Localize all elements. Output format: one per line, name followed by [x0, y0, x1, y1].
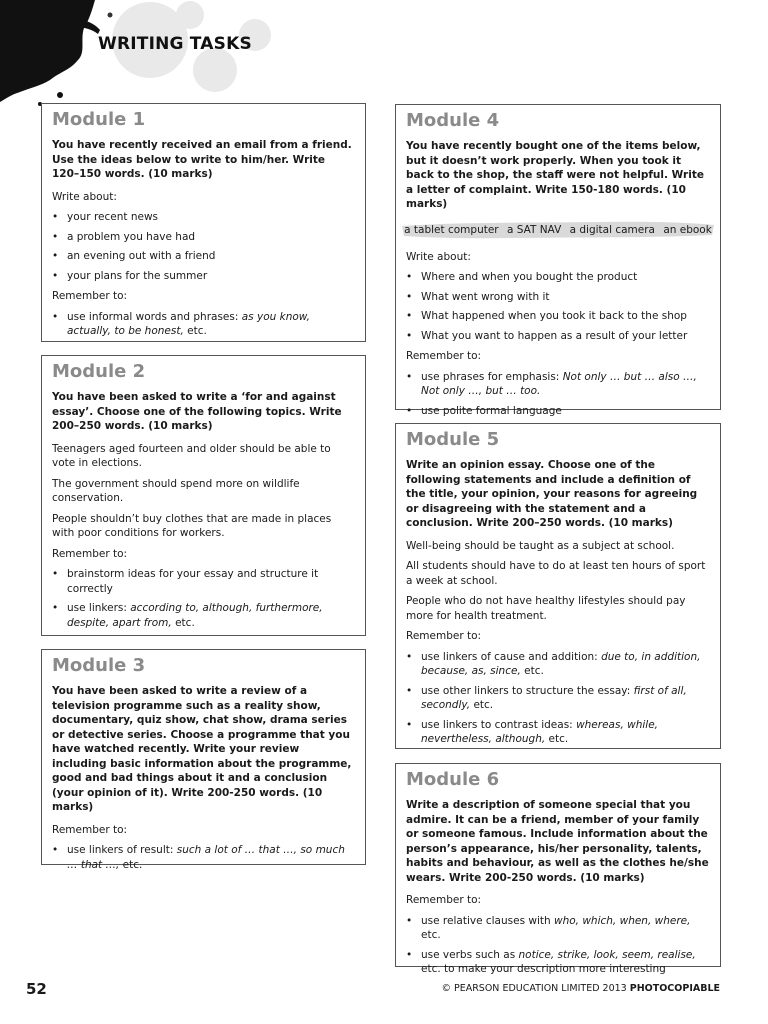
remember-label: Remember to: [52, 547, 128, 560]
remember-text: brainstorm ideas for your essay and structure it correctly [67, 568, 319, 595]
task-instructions: You have recently received an email from a friend. Use the ideas below to write to him/her. Write 120–150 words. (10 marks) [52, 139, 352, 180]
item-option: a tablet computer [404, 223, 499, 236]
remember-text: use informal words and phrases: [67, 310, 242, 323]
item-list [400, 224, 716, 236]
page-title: WRITING TASKS [98, 34, 252, 54]
remember-text: use linkers to contrast ideas: [421, 718, 577, 731]
module-title: Module 1 [52, 109, 146, 130]
write-about-item: • What you want to happen as a result of your letter [406, 329, 710, 344]
topic-statement: The government should spend more on wildlife conservation. [52, 477, 300, 504]
remember-text: use polite formal language [421, 404, 562, 417]
item-option: a digital camera [569, 223, 655, 236]
remember-item [406, 370, 710, 399]
remember-item [406, 684, 710, 713]
items-strip [400, 220, 716, 240]
remember-examples: as you know, actually, to be honest, [67, 310, 311, 337]
write-about-item: • a problem you have had [52, 230, 355, 245]
remember-examples: first of all, secondly, [421, 684, 687, 711]
remember-list [52, 843, 355, 872]
remember-suffix: etc. [545, 733, 569, 745]
module-1-card [41, 103, 366, 342]
task-instructions: You have recently bought one of the items below, but it doesn’t work properly. When you took it back to the shop, the staff were not helpful. Write a letter of complaint. Write 150-180 words. (10 marks) [406, 140, 704, 210]
task-instructions: Write a description of someone special that you admire. It can be a friend, member of your family or someone famous. Include information about the person’s appearance, his/her personality, talents, habits and behaviour, as well as the clothes he/she wears. Write 200-250 words. (10 marks) [406, 799, 709, 884]
item-option: a SAT NAV [506, 223, 562, 236]
remember-item [52, 310, 355, 339]
write-about-list [406, 270, 710, 343]
topic-statement: Well-being should be taught as a subject at school. [406, 539, 675, 552]
item-option: an ebook [663, 223, 712, 236]
remember-suffix: etc. [421, 929, 441, 941]
module-5-card [395, 423, 721, 749]
write-about-item: • an evening out with a friend [52, 249, 355, 264]
remember-item [406, 914, 710, 943]
write-about-item: • your plans for the summer [52, 269, 355, 284]
remember-examples: according to, although, furthermore, despite, apart from, [67, 602, 323, 629]
remember-examples: who, which, when, where, [554, 914, 691, 927]
remember-suffix: etc. [470, 699, 494, 711]
write-about-list [52, 210, 355, 283]
remember-examples: notice, strike, look, seem, realise, [518, 948, 696, 961]
remember-suffix: etc. [520, 665, 544, 677]
module-3-card [41, 649, 366, 871]
remember-list [406, 650, 710, 747]
module-title: Module 2 [52, 361, 146, 382]
remember-suffix: etc. [119, 858, 143, 871]
task-instructions: You have been asked to write a review of a television programme such as a reality show, documentary, quiz show, chat show, drama series or detective series. Choose a programme that you have watched recently. Write your review including basic information about the programme, good and bad things about it and a conclusion (your opinion of it). Write 200-250 words. (10 marks) [52, 685, 352, 813]
topic-statement: All students should have to do at least ten hours of sport a week at school. [406, 560, 706, 587]
remember-list [406, 370, 710, 419]
topic-statement: People who do not have healthy lifestyles should pay more for health treatment. [406, 595, 686, 622]
module-title: Module 6 [406, 769, 500, 790]
remember-text: use other linkers to structure the essay: [421, 684, 634, 697]
remember-item [406, 650, 710, 679]
topic-statement: People shouldn’t buy clothes that are made in places with poor conditions for workers. [52, 512, 332, 539]
write-about-label: Write about: [52, 190, 117, 203]
copyright-text: © PEARSON EDUCATION LIMITED 2013 [441, 983, 627, 994]
write-about-item: • What went wrong with it [406, 290, 710, 305]
remember-suffix: etc. [171, 616, 195, 629]
remember-examples: Not only … but … also …, Not only …, but … too. [421, 370, 697, 397]
write-about-item: • What happened when you took it back to the shop [406, 309, 710, 324]
write-about-label: Write about: [406, 250, 471, 263]
module-title: Module 3 [52, 655, 146, 676]
remember-item [406, 948, 710, 977]
remember-text: use linkers of cause and addition: [421, 650, 602, 663]
photocopiable-label: PHOTOCOPIABLE [629, 983, 720, 994]
remember-examples: whereas, while, nevertheless, although, [421, 718, 658, 745]
remember-suffix: etc. [183, 325, 207, 337]
write-about-item: • your recent news [52, 210, 355, 225]
remember-item [406, 404, 710, 419]
module-title: Module 5 [406, 429, 500, 450]
remember-item [52, 601, 355, 630]
remember-examples: due to, in addition, because, as, since, [421, 650, 701, 677]
task-instructions: Write an opinion essay. Choose one of the following statements and include a definition of the title, your opinion, your reasons for agreeing or disagreeing with the statement and a conclusion. Write 200–250 words. (10 marks) [406, 459, 698, 529]
remember-suffix: etc. to make your description more interesting [421, 963, 666, 975]
remember-text: use verbs such as [421, 948, 519, 961]
remember-label: Remember to: [52, 823, 128, 836]
remember-item [52, 567, 355, 596]
remember-list [52, 310, 355, 339]
remember-label: Remember to: [52, 290, 128, 302]
write-about-item: • Where and when you bought the product [406, 270, 710, 285]
remember-examples: such a lot of … that …, so much … that …, [67, 844, 345, 871]
module-2-card [41, 355, 366, 636]
task-instructions: You have been asked to write a ‘for and against essay’. Choose one of the following topics. Write 200–250 words. (10 marks) [52, 391, 342, 432]
remember-item [406, 718, 710, 747]
remember-text: use linkers of result: [67, 844, 177, 856]
module-6-card [395, 763, 721, 975]
footer-copyright [441, 983, 720, 994]
module-title: Module 4 [406, 110, 500, 131]
remember-label: Remember to: [406, 350, 482, 362]
remember-text: use linkers: [67, 602, 131, 614]
remember-item [52, 843, 355, 872]
remember-list [52, 567, 355, 630]
remember-list [406, 914, 710, 977]
paint-splash-decoration [0, 0, 330, 110]
topic-statement: Teenagers aged fourteen and older should be able to vote in elections. [52, 442, 331, 469]
remember-label: Remember to: [406, 894, 482, 906]
page-number: 52 [26, 980, 47, 998]
remember-label: Remember to: [406, 630, 482, 642]
remember-text: use relative clauses with [421, 914, 554, 927]
remember-text: use phrases for emphasis: [421, 370, 563, 383]
module-4-card [395, 104, 721, 417]
